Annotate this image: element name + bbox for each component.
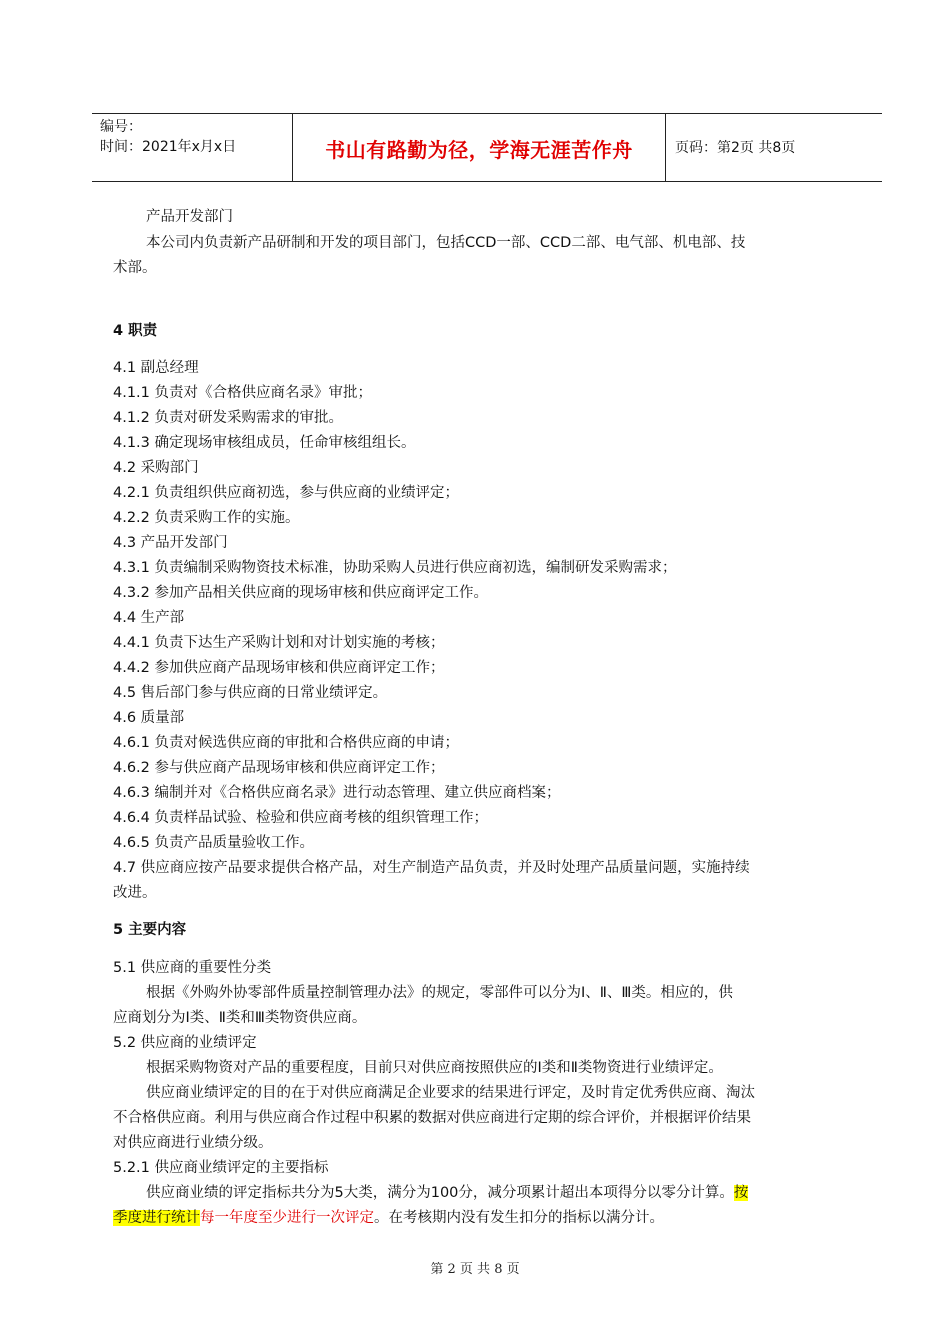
header-page-label: 页码：第2页 共8页 xyxy=(675,140,796,156)
para-line: 术部。 xyxy=(113,260,157,276)
list-item: 4.4.1 负责下达生产采购计划和对计划实施的考核； xyxy=(113,635,445,651)
list-item: 4.3.1 负责编制采购物资技术标准，协助采购人员进行供应商初选，编制研发采购需求； xyxy=(113,560,677,576)
highlighted-text: 按 xyxy=(733,1185,749,1201)
list-item: 4.4 生产部 xyxy=(113,610,185,626)
header-top-border xyxy=(92,113,882,114)
para-text: 。在考核期内没有发生扣分的指标以满分计。 xyxy=(374,1210,664,1226)
list-item: 4.6.1 负责对候选供应商的审批和合格供应商的申请； xyxy=(113,735,460,751)
section-heading: 4 职责 xyxy=(113,323,158,339)
list-item: 4.2.1 负责组织供应商初选，参与供应商的业绩评定； xyxy=(113,485,460,501)
list-item: 4.3 产品开发部门 xyxy=(113,535,228,551)
para-line: 根据采购物资对产品的重要程度，目前只对供应商按照供应的Ⅰ类和Ⅱ类物资进行业绩评定。 xyxy=(146,1060,723,1076)
doc-time-label: 时间：2021年x月x日 xyxy=(100,139,237,155)
section-heading: 5 主要内容 xyxy=(113,922,187,938)
list-item: 4.6 质量部 xyxy=(113,710,185,726)
subsection-heading: 5.2 供应商的业绩评定 xyxy=(113,1035,257,1051)
para-text: 供应商业绩的评定指标共分为5大类，满分为100分，减分项累计超出本项得分以零分计算。 xyxy=(146,1185,734,1201)
para-line: 根据《外购外协零部件质量控制管理办法》的规定，零部件可以分为Ⅰ、Ⅱ、Ⅲ类。相应的，供 xyxy=(146,985,733,1001)
list-item: 4.7 供应商应按产品要求提供合格产品，对生产制造产品负责，并及时处理产品质量问题，实施持续 xyxy=(113,860,750,876)
list-item: 4.2 采购部门 xyxy=(113,460,199,476)
header-bottom-border xyxy=(92,181,882,182)
list-item: 4.2.2 负责采购工作的实施。 xyxy=(113,510,300,526)
list-item: 改进。 xyxy=(113,885,157,901)
para-line xyxy=(113,1208,664,1228)
para-line: 对供应商进行业绩分级。 xyxy=(113,1135,273,1151)
list-item: 4.1.2 负责对研发采购需求的审批。 xyxy=(113,410,344,426)
header-divider-right xyxy=(665,113,666,181)
para-line: 应商划分为Ⅰ类、Ⅱ类和Ⅲ类物资供应商。 xyxy=(113,1010,367,1026)
header-motto: 书山有路勤为径，学海无涯苦作舟 xyxy=(325,138,633,162)
list-item: 4.6.5 负责产品质量验收工作。 xyxy=(113,835,315,851)
para-line: 供应商业绩评定的目的在于对供应商满足企业要求的结果进行评定，及时肯定优秀供应商、淘汰 xyxy=(146,1085,755,1101)
subsection-heading: 5.2.1 供应商业绩评定的主要指标 xyxy=(113,1160,329,1176)
subsection-heading: 5.1 供应商的重要性分类 xyxy=(113,960,272,976)
list-item: 4.5 售后部门参与供应商的日常业绩评定。 xyxy=(113,685,388,701)
header-meta xyxy=(100,117,236,157)
para-line: 不合格供应商。利用与供应商合作过程中积累的数据对供应商进行定期的综合评价，并根据评价结果 xyxy=(113,1110,751,1126)
page-footer: 第 2 页 共 8 页 xyxy=(430,1262,520,1277)
red-text: 每一年度至少进行一次评定 xyxy=(200,1210,374,1226)
para-line: 产品开发部门 xyxy=(146,209,233,225)
doc-number-label: 编号： xyxy=(100,119,142,135)
para-line xyxy=(146,1183,748,1203)
list-item: 4.6.3 编制并对《合格供应商名录》进行动态管理、建立供应商档案； xyxy=(113,785,561,801)
list-item: 4.4.2 参加供应商产品现场审核和供应商评定工作； xyxy=(113,660,445,676)
list-item: 4.3.2 参加产品相关供应商的现场审核和供应商评定工作。 xyxy=(113,585,489,601)
list-item: 4.1 副总经理 xyxy=(113,360,199,376)
para-line: 本公司内负责新产品研制和开发的项目部门，包括CCD一部、CCD二部、电气部、机电部、技 xyxy=(146,235,746,251)
list-item: 4.6.2 参与供应商产品现场审核和供应商评定工作； xyxy=(113,760,445,776)
list-item: 4.6.4 负责样品试验、检验和供应商考核的组织管理工作； xyxy=(113,810,489,826)
list-item: 4.1.1 负责对《合格供应商名录》审批； xyxy=(113,385,373,401)
list-item: 4.1.3 确定现场审核组成员，任命审核组组长。 xyxy=(113,435,416,451)
highlighted-text: 季度进行统计 xyxy=(113,1210,200,1226)
